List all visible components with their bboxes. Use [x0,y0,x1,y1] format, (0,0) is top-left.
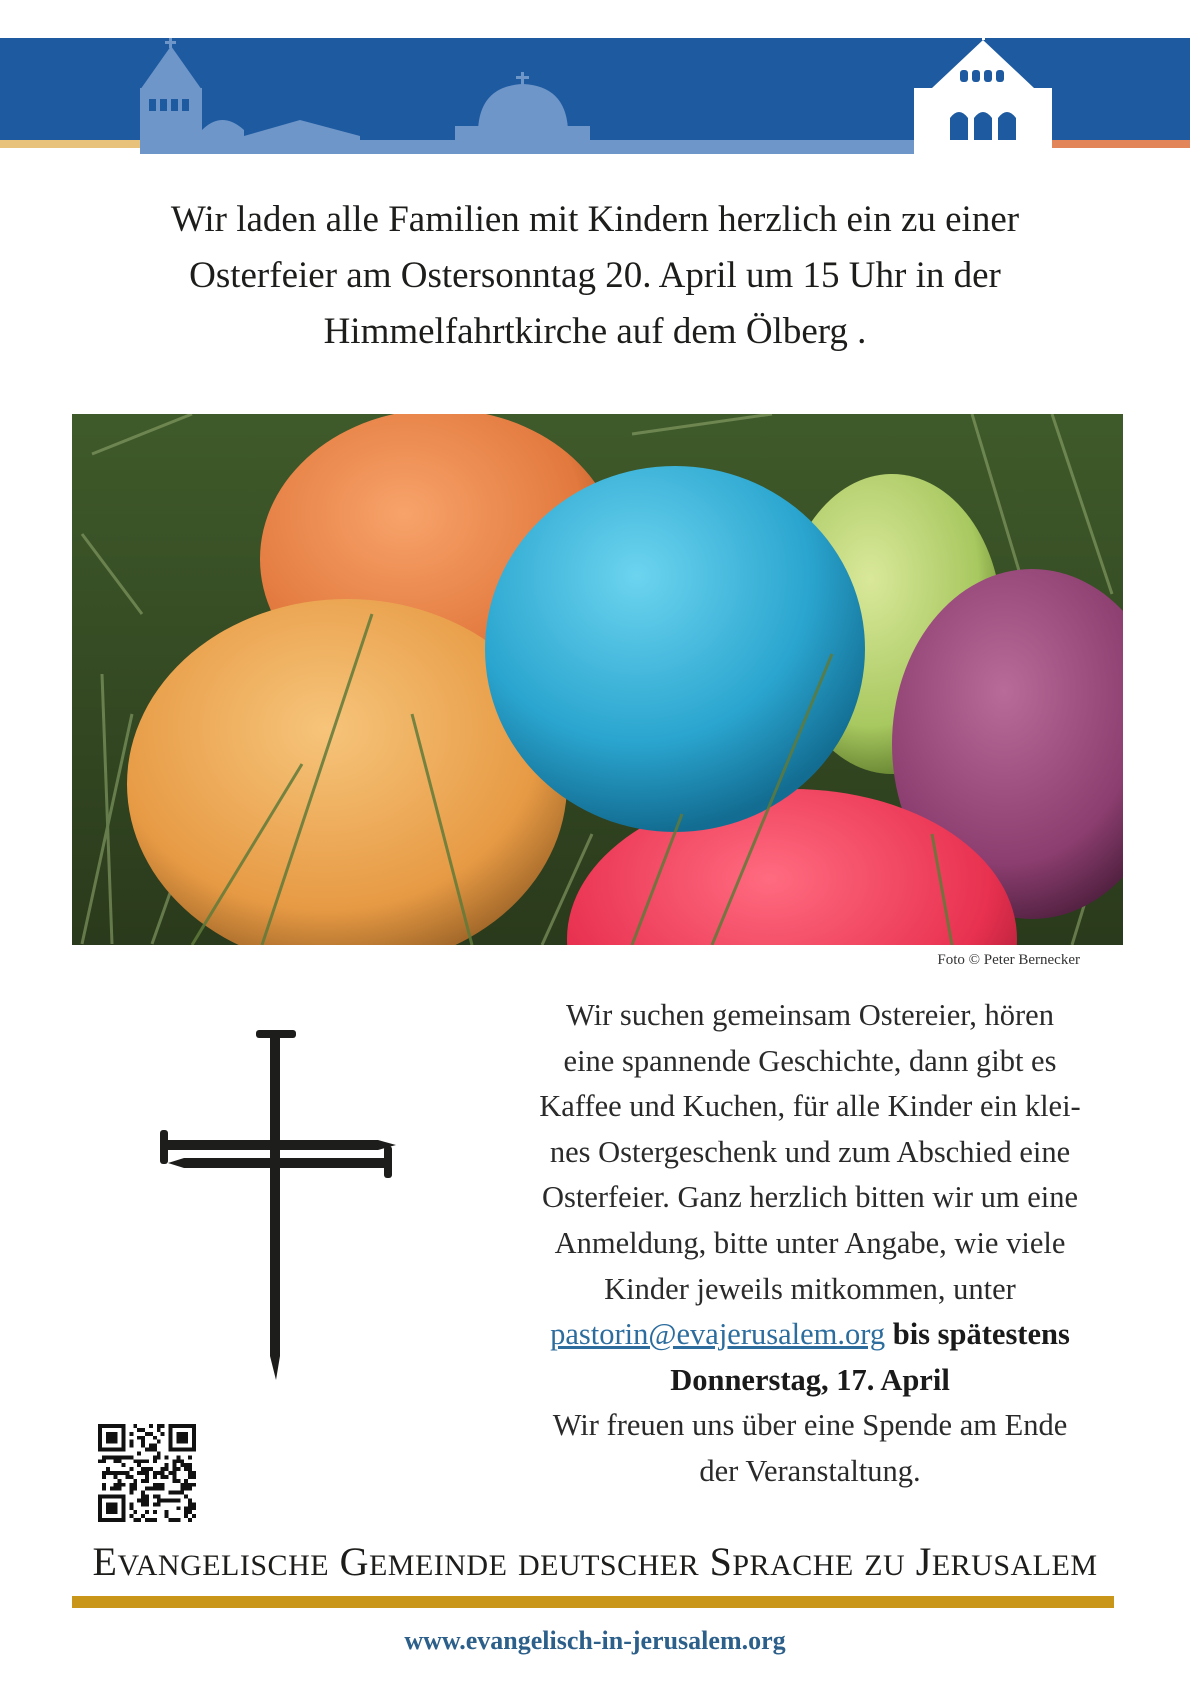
description-line: Osterfeier. Ganz herzlich bitten wir um eine [541,1180,1079,1215]
email-line [495,1312,1125,1358]
intro-line: Osterfeier am Ostersonntag 20. April um 15 Uhr in der [189,255,1001,296]
nail-cross-icon [160,1030,430,1410]
organization-word: SPRACHE [709,1539,854,1584]
closing-line: Wir freuen uns über eine Spende am Ende [552,1408,1068,1443]
organization-word: JERUSALEM [915,1539,1098,1584]
description-line: Wir suchen gemeinsam Ostereier, hören [566,998,1054,1032]
gold-divider [72,1596,1114,1608]
website-url[interactable]: www.evangelisch-in-jerusalem.org [404,1626,786,1655]
qr-code-icon[interactable] [98,1424,196,1522]
easter-eggs-photo [72,414,1123,945]
description-line: Kaffee und Kuchen, für alle Kinder ein klei- [539,1089,1081,1124]
organization-name [40,1538,1150,1590]
organization-word: GEMEINDE [339,1539,508,1584]
event-description [495,993,1125,1495]
description-line: Kinder jeweils mitkommen, unter [604,1271,1016,1306]
description-line: nes Ostergeschenk und zum Abschied eine [549,1134,1071,1169]
deadline-date: Donnerstag, 17. April [670,1362,950,1397]
intro-text [80,192,1110,360]
deadline-line [495,1358,1125,1404]
email-link[interactable]: pastorin@evajerusalem.org [550,1317,886,1352]
organization-word: ZU [864,1549,906,1582]
intro-line: Himmelfahrtkirche auf dem Ölberg . [323,311,867,352]
closing-line: der Veranstaltung. [699,1453,921,1488]
header-banner [0,0,1190,160]
deadline-prefix: bis spätestens [892,1317,1070,1352]
organization-word: DEUTSCHER [517,1549,700,1582]
description-line: eine spannende Geschichte, dann gibt es [563,1043,1057,1078]
organization-word: EVANGELISCHE [92,1539,330,1584]
intro-line: Wir laden alle Familien mit Kindern herzlich ein zu einer [170,199,1020,240]
photo-credit: Foto © Peter Bernecker [937,952,1080,968]
description-line: Anmeldung, bitte unter Angabe, wie viele [554,1225,1066,1260]
